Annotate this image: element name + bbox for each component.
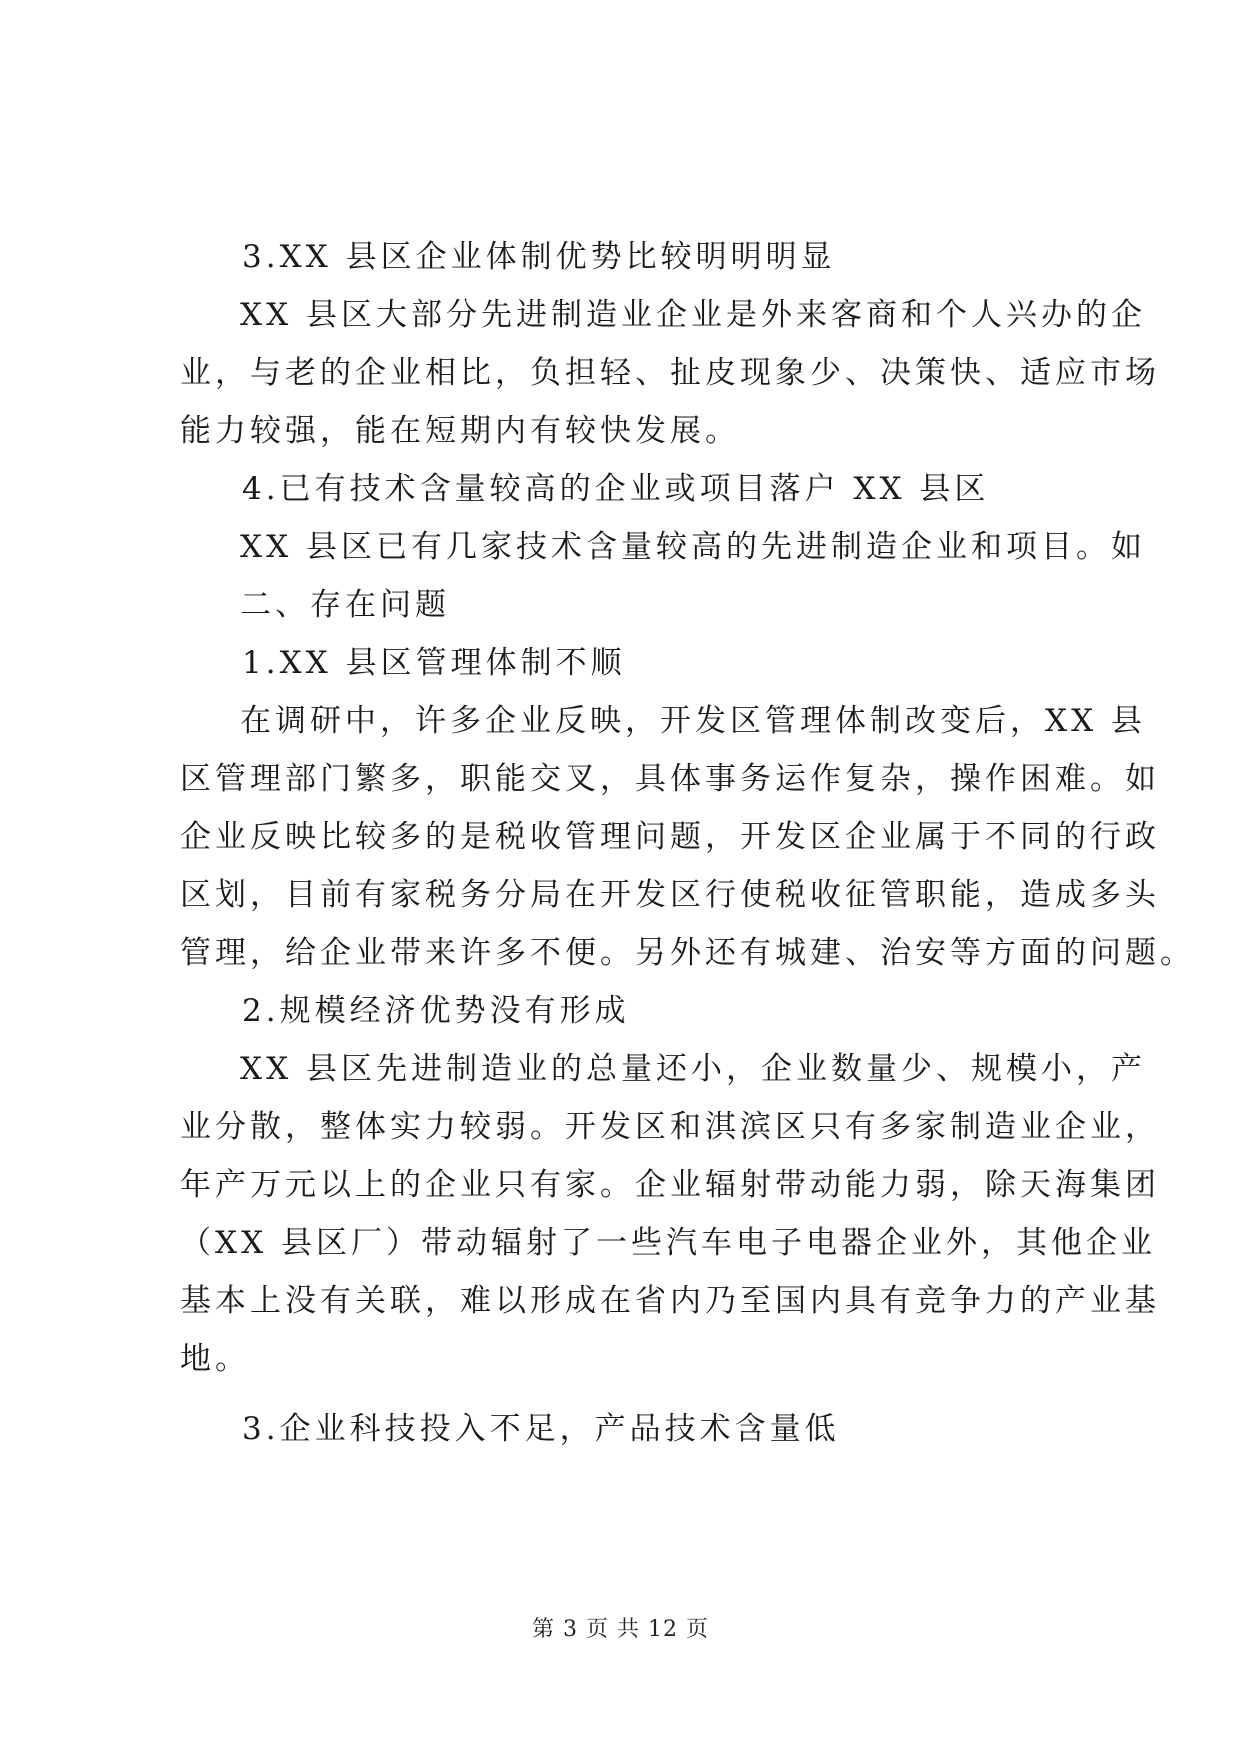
paragraph-line: 年产万元以上的企业只有家。企业辐射带动能力弱，除天海集团 [180, 1167, 1160, 1203]
paragraph-line: 地。 [180, 1341, 250, 1377]
paragraph-line: XX 县区先进制造业的总量还小，企业数量少、规模小，产 [240, 1051, 1146, 1087]
paragraph-line: 能力较强，能在短期内有较快发展。 [180, 413, 740, 449]
chapter-heading: 二、存在问题 [240, 587, 450, 623]
paragraph-line: 业分散，整体实力较弱。开发区和淇滨区只有多家制造业企业， [180, 1109, 1160, 1145]
document-body [180, 228, 1195, 1458]
section-heading: 1.XX 县区管理体制不顺 [242, 645, 626, 681]
paragraph-line: 企业反映比较多的是税收管理问题，开发区企业属于不同的行政 [180, 819, 1160, 855]
paragraph-line: 管理，给企业带来许多不便。另外还有城建、治安等方面的问题。 [180, 935, 1195, 971]
paragraph-line: 在调研中，许多企业反映，开发区管理体制改变后，XX 县 [240, 703, 1146, 739]
section-heading: 3.XX 县区企业体制优势比较明明明显 [242, 239, 836, 275]
page-number-footer: 第 3 页 共 12 页 [532, 1617, 709, 1642]
paragraph-line: 基本上没有关联，难以形成在省内乃至国内具有竞争力的产业基 [180, 1283, 1160, 1319]
paragraph-line: XX 县区大部分先进制造业企业是外来客商和个人兴办的企 [240, 297, 1146, 333]
section-heading: 3.企业科技投入不足，产品技术含量低 [242, 1411, 840, 1447]
paragraph-line: 区划，目前有家税务分局在开发区行使税收征管职能，造成多头 [180, 877, 1160, 913]
paragraph-line: XX 县区已有几家技术含量较高的先进制造企业和项目。如 [240, 529, 1146, 565]
section-heading: 2.规模经济优势没有形成 [242, 993, 630, 1029]
paragraph-line: （XX 县区厂）带动辐射了一些汽车电子电器企业外，其他企业 [180, 1225, 1156, 1261]
section-heading: 4.已有技术含量较高的企业或项目落户 XX 县区 [242, 471, 990, 507]
paragraph-line: 业，与老的企业相比，负担轻、扯皮现象少、决策快、适应市场 [180, 355, 1160, 391]
paragraph-line: 区管理部门繁多，职能交叉，具体事务运作复杂，操作困难。如 [180, 761, 1160, 797]
